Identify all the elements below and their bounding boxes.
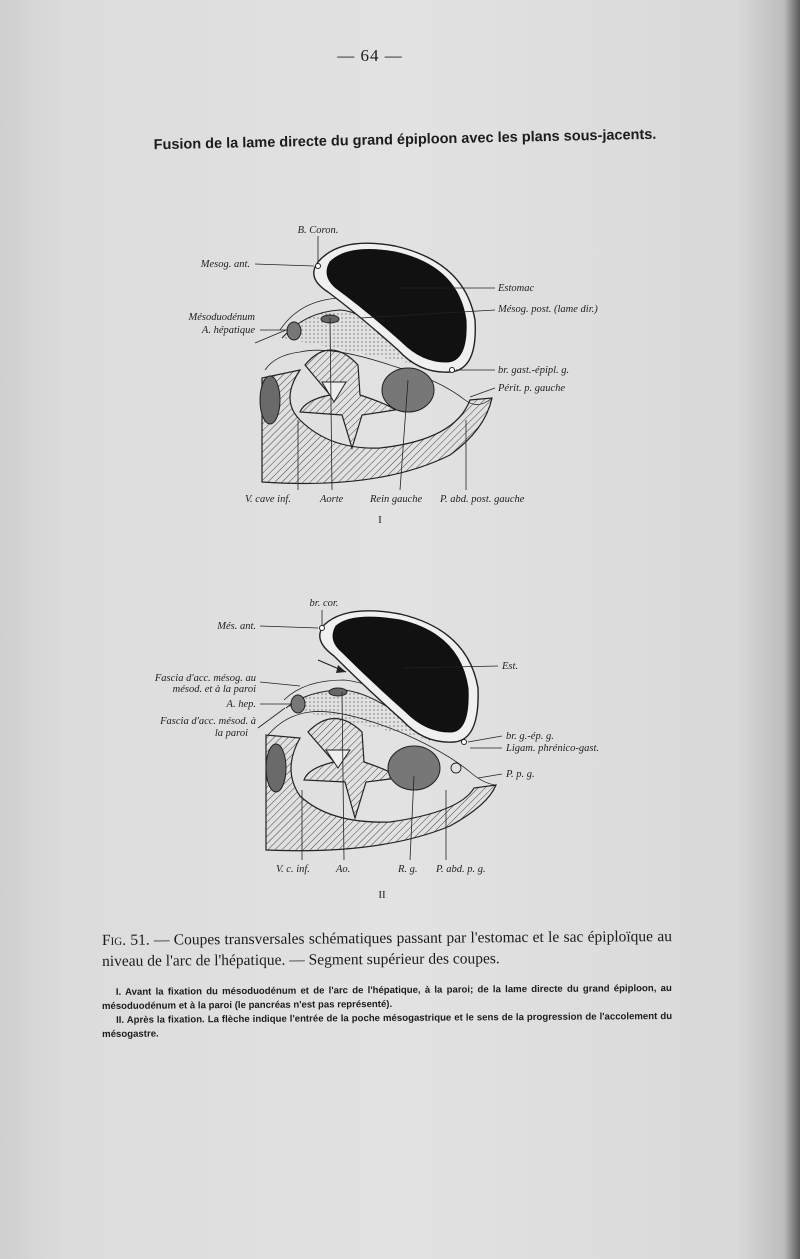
fig2-label-fascia-2a: Fascia d'acc. mésod. à (160, 716, 256, 727)
fig2-body-wall (266, 735, 496, 851)
fig2-label-v-c-inf: V. c. inf. (276, 864, 310, 875)
fig2-label-est: Est. (502, 661, 519, 672)
fig1-label-mesog-ant: Mesog. ant. (200, 259, 250, 270)
fig1-label-v-cave-inf: V. cave inf. (245, 494, 291, 505)
figure-note-1: I. Avant la fixation du mésoduodénum et de l'arc de l'hépatique, à la paroi; de la lame directe du grand épiploon, au mésoduodénum et à la paroi (le pancréas n'est pas représenté). (101, 983, 672, 1012)
fig1-roman-numeral: I (378, 514, 382, 526)
fig1-label-mesoduodenum: Mésoduodénum (188, 312, 255, 323)
fig2-label-r-g: R. g. (398, 864, 418, 875)
fig2-label-a-hep: A. hep. (226, 699, 256, 710)
fig2-label-fascia-1b: mésod. et à la paroi (172, 684, 256, 695)
fig2-label-br-cor: br. cor. (309, 598, 339, 609)
fig2-vertebra (304, 719, 398, 819)
figure-1-drawing (255, 236, 495, 490)
fig1-label-aorte: Aorte (320, 494, 344, 505)
fig1-label-a-hepatique: A. hépatique (201, 325, 255, 336)
fig2-hepatic-artery (291, 695, 305, 713)
fig2-label-ligam: Ligam. phrénico-gast. (506, 743, 600, 754)
page-number: — 64 — (337, 46, 403, 65)
fig2-left-kidney (266, 744, 286, 792)
fig2-label-p-abd-p-g: P. abd. p. g. (436, 864, 486, 875)
figure-2-drawing (258, 610, 502, 860)
fig1-label-rein-gauche: Rein gauche (370, 494, 423, 505)
figure-caption (102, 926, 672, 972)
figure-caption-text: — Coupes transversales schématiques passant par l'estomac et le sac épiploïque au niveau de l'arc de l'hépatique. — Segment supérieur des coupes. (102, 928, 672, 970)
fig1-label-br-gast-epipl: br. gast.-épipl. g. (498, 365, 570, 376)
figure-notes (102, 982, 672, 1042)
fig1-label-estomac: Estomac (498, 283, 535, 294)
fig1-label-mesog-post: Mésog. post. (lame dir.) (498, 304, 598, 315)
fig2-label-mes-ant: Més. ant. (217, 621, 256, 632)
page-heading: Fusion de la lame directe du grand épiploon avec les plans sous-jacents. (153, 126, 657, 154)
fig1-label-p-abd-post-gauche: P. abd. post. gauche (440, 494, 525, 505)
fig1-label-b-coron: B. Coron. (297, 225, 339, 236)
fig2-label-p-p-g: P. p. g. (506, 769, 535, 780)
fig1-body-wall (262, 370, 492, 483)
fig2-label-fascia-2b: la paroi (214, 728, 248, 739)
fig2-label-fascia-1a: Fascia d'acc. mésog. au (154, 673, 256, 684)
fig1-label-perit-p-gauche: Périt. p. gauche (498, 383, 566, 394)
figure-caption-label: Fig. 51. (101, 931, 150, 949)
fig1-rein-gauche (382, 368, 434, 412)
fig1-hepatic-artery (287, 322, 301, 340)
fig1-left-kidney (260, 376, 280, 424)
fig2-roman-numeral: II (378, 889, 386, 901)
fig2-label-br-g-ep-g: br. g.-ép. g. (506, 731, 554, 742)
fig2-label-ao: Ao. (336, 864, 351, 875)
figure-note-2: II. Après la fixation. La flèche indique l'entrée de la poche mésogastrique et le sens de la progression de l'accolement du mésogastre. (102, 1011, 673, 1040)
